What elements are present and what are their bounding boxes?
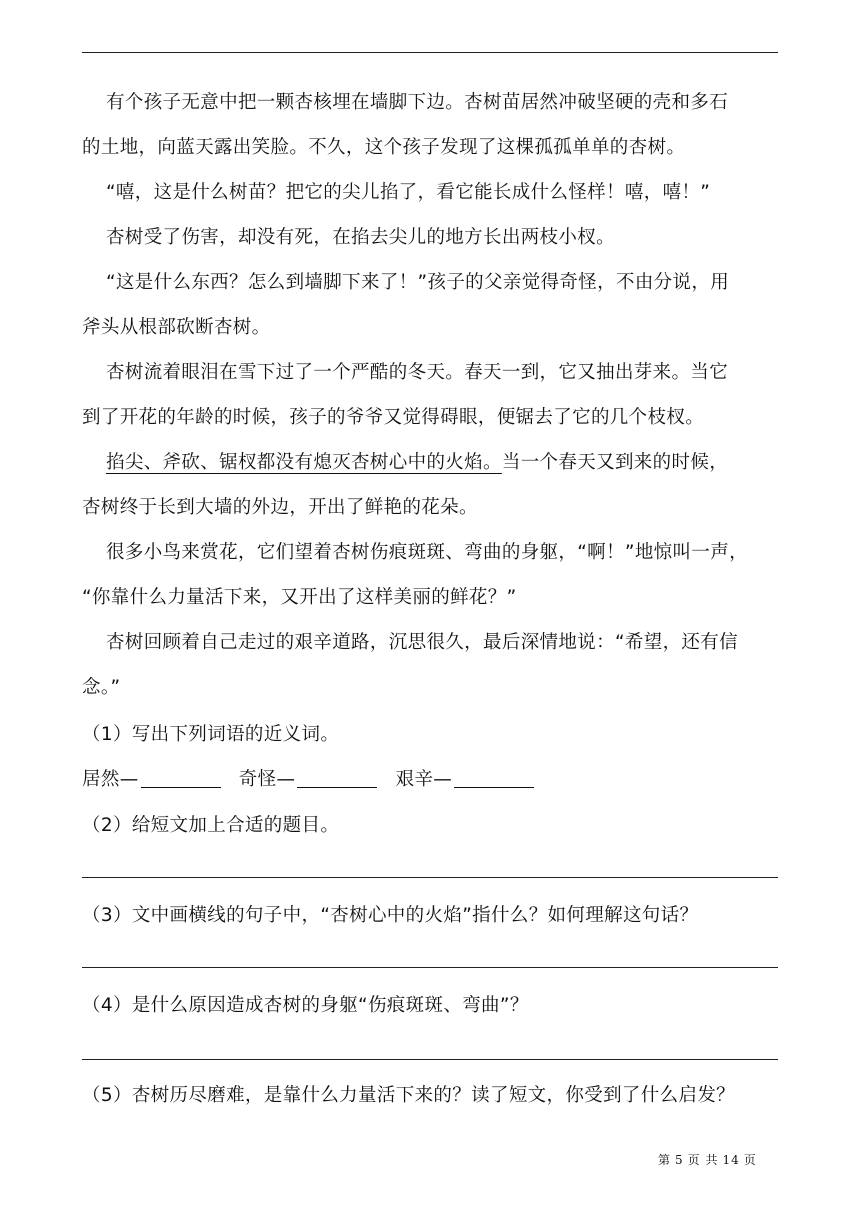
passage-line: 念。” bbox=[82, 677, 121, 698]
passage-line: “嘻，这是什么树苗？把它的尖儿掐了，看它能长成什么怪样！嘻，嘻！” bbox=[106, 182, 711, 203]
answer-line[interactable] bbox=[82, 1059, 778, 1060]
passage-line: 的土地，向蓝天露出笑脸。不久，这个孩子发现了这棵孤孤单单的杏树。 bbox=[82, 137, 686, 158]
page-footer bbox=[658, 1151, 761, 1168]
question-2: （2）给短文加上合适的题目。 bbox=[82, 815, 340, 836]
footer-text: 第 bbox=[658, 1153, 672, 1167]
passage-line bbox=[82, 440, 802, 485]
page-number: 5 bbox=[675, 1153, 684, 1167]
answer-blank[interactable] bbox=[141, 786, 221, 788]
passage-line: 斧头从根部砍断杏树。 bbox=[82, 317, 271, 338]
underlined-sentence: 掐尖、斧砍、锯杈都没有熄灭杏树心中的火焰。 bbox=[106, 452, 502, 473]
passage-line: 有个孩子无意中把一颗杏核埋在墙脚下边。杏树苗居然冲破坚硬的壳和多石 bbox=[106, 92, 729, 113]
passage-line: “这是什么东西？怎么到墙脚下来了！”孩子的父亲觉得奇怪，不由分说，用 bbox=[106, 272, 730, 293]
passage-line: 很多小鸟来赏花，它们望着杏树伤痕斑斑、弯曲的身躯，“啊！”地惊叫一声， bbox=[106, 542, 748, 563]
passage-line: 杏树受了伤害，却没有死，在掐去尖儿的地方长出两枝小杈。 bbox=[106, 227, 615, 248]
header-rule bbox=[82, 52, 778, 53]
synonym-row bbox=[82, 757, 778, 802]
footer-text: 页 共 bbox=[687, 1153, 719, 1167]
question-1: （1）写出下列词语的近义词。 bbox=[82, 724, 340, 745]
answer-line[interactable] bbox=[82, 877, 778, 878]
question-4: （4）是什么原因造成杏树的身躯“伤痕斑斑、弯曲”？ bbox=[82, 995, 529, 1016]
synonym-word: 奇怪— bbox=[238, 769, 296, 790]
passage-text: 当一个春天又到来的时候， bbox=[501, 452, 729, 473]
passage-line: 杏树终于长到大墙的外边，开出了鲜艳的花朵。 bbox=[82, 497, 478, 518]
page-total: 14 bbox=[722, 1153, 740, 1167]
passage-line: “你靠什么力量活下来，又开出了这样美丽的鲜花？” bbox=[82, 587, 517, 608]
synonym-word: 艰辛— bbox=[395, 769, 453, 790]
footer-text: 页 bbox=[743, 1153, 757, 1167]
question-3: （3）文中画横线的句子中，“杏树心中的火焰”指什么？如何理解这句话？ bbox=[82, 905, 699, 926]
passage-line: 杏树回顾着自己走过的艰辛道路，沉思很久，最后深情地说：“希望，还有信 bbox=[106, 632, 738, 653]
question-5: （5）杏树历尽磨难，是靠什么力量活下来的？读了短文，你受到了什么启发？ bbox=[82, 1085, 736, 1106]
synonym-word: 居然— bbox=[82, 769, 139, 790]
passage-line: 杏树流着眼泪在雪下过了一个严酷的冬天。春天一到，它又抽出芽来。当它 bbox=[106, 362, 729, 383]
answer-blank[interactable] bbox=[297, 786, 377, 788]
answer-line[interactable] bbox=[82, 967, 778, 968]
answer-blank[interactable] bbox=[454, 786, 534, 788]
passage-line: 到了开花的年龄的时候，孩子的爷爷又觉得碍眼，便锯去了它的几个枝杈。 bbox=[82, 407, 705, 428]
